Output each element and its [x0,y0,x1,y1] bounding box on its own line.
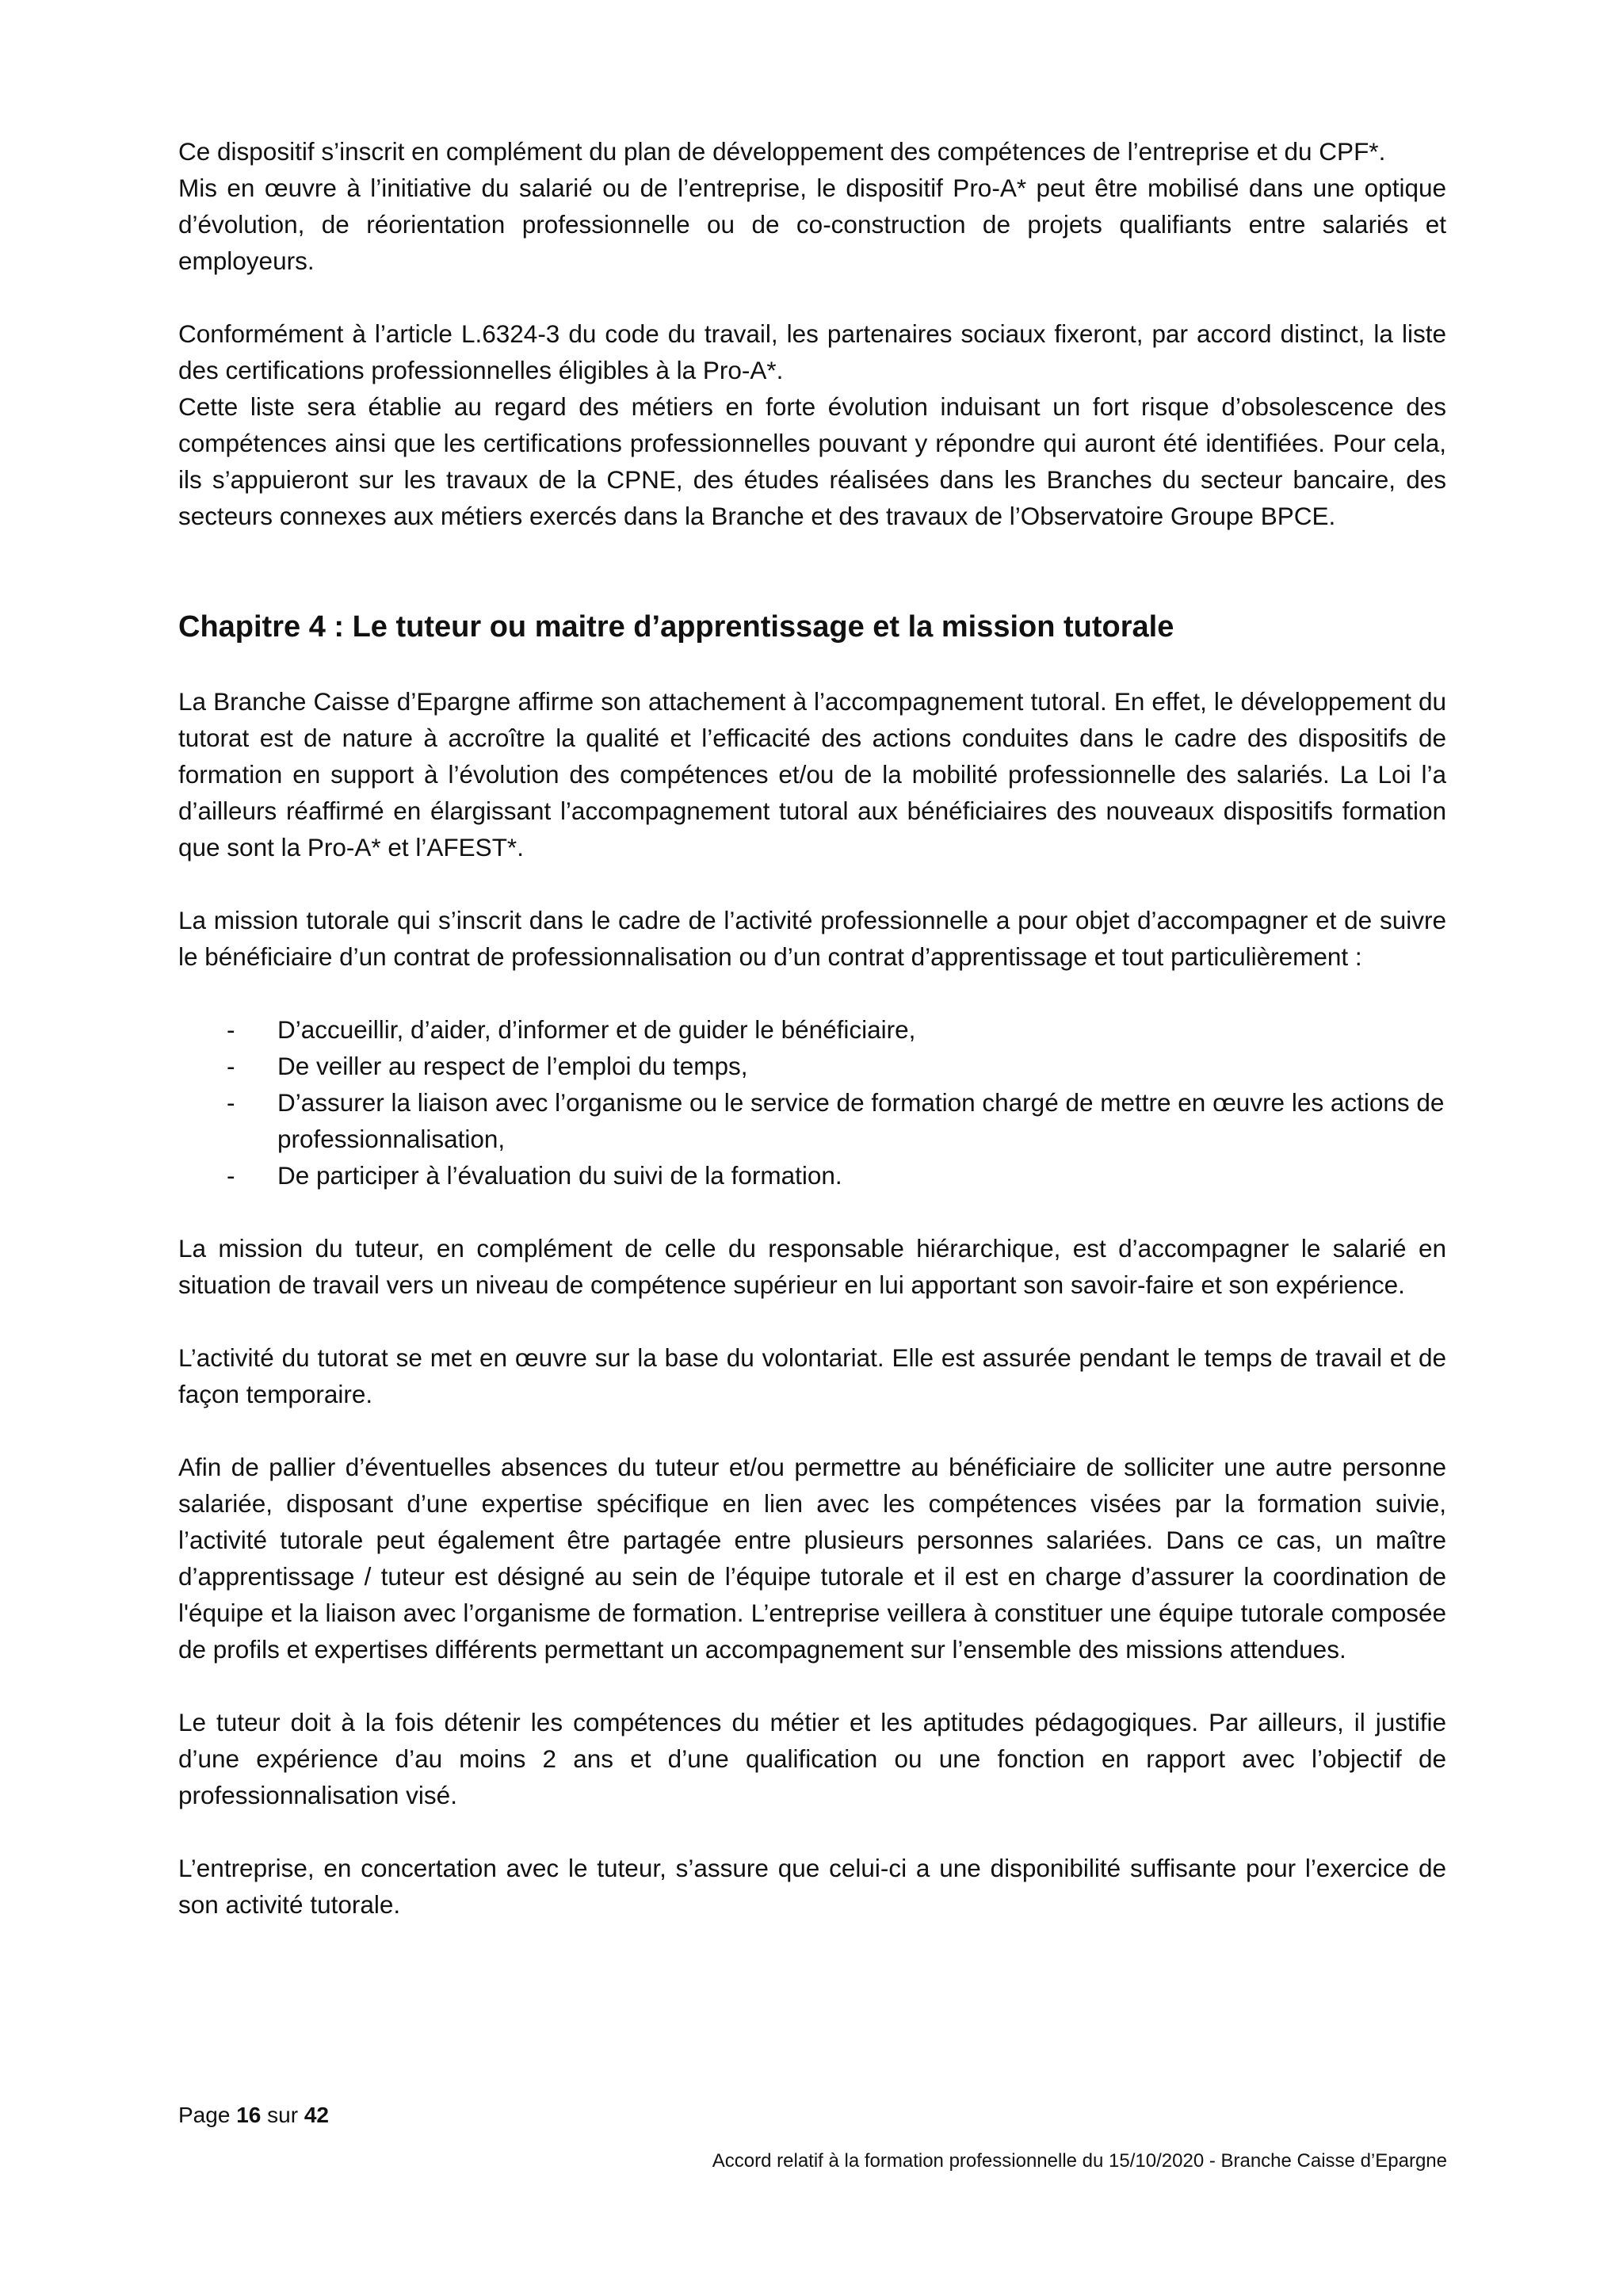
spacer [178,534,1446,607]
spacer [178,1412,1446,1449]
paragraph: Afin de pallier d’éventuelles absences du tuteur et/ou permettre au bénéficiaire de solliciter une autre personne salariée, disposant d’une expertise spécifique en lien avec les compétences visées par la formation suivie, l’activité tutorale peut également être partagée entre plusieurs personnes salariées. Dans ce cas, un maître d’apprentissage / tuteur est désigné au sein de l’équipe tutorale et il est en charge d’assurer la coordination de l'équipe et la liaison avec l’organisme de formation. L’entreprise veillera à constituer une équipe tutorale composée de profils et expertises différents permettant un accompagnement sur l’ensemble des missions attendues. [178,1453,1446,1664]
paragraph: La Branche Caisse d’Epargne affirme son attachement à l’accompagnement tutoral. En effet, le développement du tutorat est de nature à accroître la qualité et l’efficacité des actions conduites dans le cadre des dispositifs de formation en support à l’évolution des compétences et/ou de la mobilité professionnelle des salariés. La Loi l’a d’ailleurs réaffirmé en élargissant l’accompagnement tutoral aux bénéficiaires des nouveaux dispositifs formation que sont la Pro-A* et l’AFEST*. [178,687,1446,861]
spacer [178,865,1446,902]
spacer [178,1303,1446,1339]
paragraph: Le tuteur doit à la fois détenir les compétences du métier et les aptitudes pédagogiques. Par ailleurs, il justifie d’une expérience d’au moins 2 ans et d’une qualification ou une fonction en rapport avec l’objectif de professionnalisation visé. [178,1708,1446,1809]
spacer [178,1668,1446,1704]
spacer [178,1194,1446,1230]
spacer [178,975,1446,1011]
paragraph: Ce dispositif s’inscrit en complément du plan de développement des compétences de l’entreprise et du CPF*. [178,137,1386,166]
paragraph: Conformément à l’article L.6324-3 du code du travail, les partenaires sociaux fixeront, par accord distinct, la liste des certifications professionnelles éligibles à la Pro-A*. [178,319,1446,384]
paragraph: La mission tutorale qui s’inscrit dans le cadre de l’activité professionnelle a pour objet d’accompagner et de suivre le bénéficiaire d’un contrat de professionnalisation ou d’un contrat d’apprentissage et tout particulièrement : [178,906,1446,971]
page-separator: sur [267,2103,299,2127]
spacer [178,647,1446,683]
dash-bullet: - [227,1015,235,1044]
page-total: 42 [304,2103,329,2127]
spacer [178,279,1446,315]
list-item [227,1011,1446,1048]
document-reference: Accord relatif à la formation professionnelle du 15/10/2020 - Branche Caisse d’Epargne [712,2150,1447,2172]
list-item [227,1048,1446,1084]
list-item-text: De veiller au respect de l’emploi du temps, [277,1052,748,1080]
paragraph: L’entreprise, en concertation avec le tuteur, s’assure que celui-ci a une disponibilité suffisante pour l’exercice de son activité tutorale. [178,1854,1446,1919]
dash-bullet: - [227,1052,235,1080]
paragraph: Cette liste sera établie au regard des métiers en forte évolution induisant un fort risque d’obsolescence des compétences ainsi que les certifications professionnelles pouvant y répondre qui auront été identifiées. Pour cela, ils s’appuieront sur les travaux de la CPNE, des études réalisées dans les Branches du secteur bancaire, des secteurs connexes aux métiers exercés dans la Branche et des travaux de l’Observatoire Groupe BPCE. [178,392,1446,530]
chapter-heading: Chapitre 4 : Le tuteur ou maitre d’apprentissage et la mission tutorale [178,610,1174,644]
list-item-text: D’assurer la liaison avec l’organisme ou le service de formation chargé de mettre en œuvre les actions de professionnalisation, [277,1088,1445,1153]
list-item [227,1084,1446,1157]
paragraph: La mission du tuteur, en complément de celle du responsable hiérarchique, est d’accompagner le salarié en situation de travail vers un niveau de compétence supérieur en lui apportant son savoir-faire et son expérience. [178,1234,1446,1299]
page-number [178,2103,329,2128]
list-item-text: De participer à l’évaluation du suivi de la formation. [277,1161,842,1190]
spacer [178,1813,1446,1850]
list-item-text: D’accueillir, d’aider, d’informer et de guider le bénéficiaire, [277,1015,916,1044]
mission-list [178,1011,1446,1194]
page-label: Page [178,2103,231,2127]
paragraph: Mis en œuvre à l’initiative du salarié ou de l’entreprise, le dispositif Pro-A* peut être mobilisé dans une optique d’évolution, de réorientation professionnelle ou de co-construction de projets qualifiants entre salariés et employeurs. [178,174,1446,275]
page-body [178,133,1446,1923]
page-current: 16 [236,2103,262,2127]
dash-bullet: - [227,1088,235,1117]
dash-bullet: - [227,1161,235,1190]
paragraph: L’activité du tutorat se met en œuvre sur la base du volontariat. Elle est assurée pendant le temps de travail et de façon temporaire. [178,1343,1446,1408]
list-item [227,1157,1446,1194]
